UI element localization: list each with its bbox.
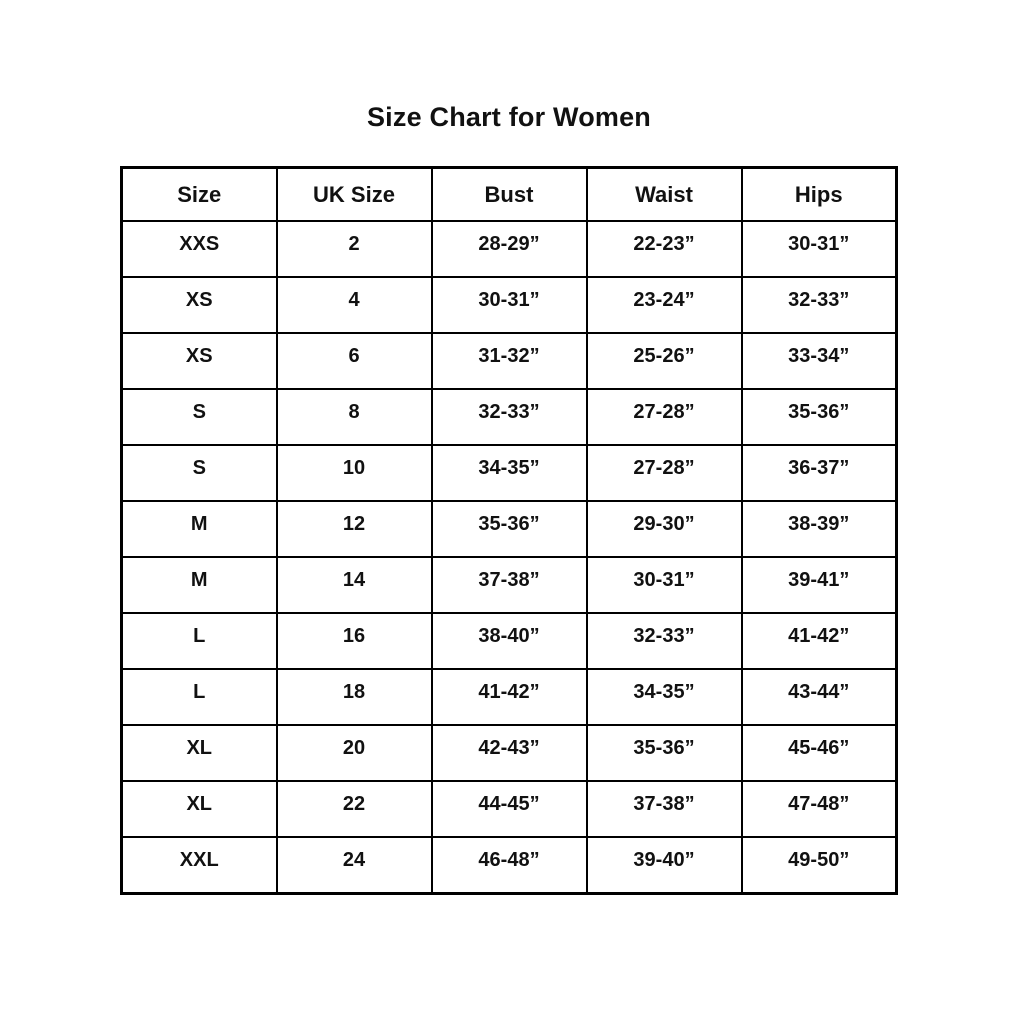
table-cell: 36-37”: [742, 445, 897, 501]
page-title: Size Chart for Women: [366, 102, 652, 132]
table-cell: 38-40”: [432, 613, 587, 669]
table-row: [122, 389, 897, 445]
table-cell: S: [122, 389, 277, 445]
table-row: [122, 333, 897, 389]
column-header-waist: Waist: [587, 168, 742, 222]
table-cell: 35-36”: [742, 389, 897, 445]
table-cell: 22: [277, 781, 432, 837]
table-cell: 39-41”: [742, 557, 897, 613]
table-row: [122, 725, 897, 781]
table-cell: 42-43”: [432, 725, 587, 781]
table-cell: 22-23”: [587, 221, 742, 277]
table-cell: 34-35”: [432, 445, 587, 501]
table-cell: XXL: [122, 837, 277, 894]
table-cell: 14: [277, 557, 432, 613]
table-cell: 6: [277, 333, 432, 389]
table-header: [122, 168, 897, 222]
table-cell: 10: [277, 445, 432, 501]
table-cell: XL: [122, 725, 277, 781]
column-header-bust: Bust: [432, 168, 587, 222]
table-cell: 38-39”: [742, 501, 897, 557]
table-cell: 43-44”: [742, 669, 897, 725]
table-cell: 32-33”: [587, 613, 742, 669]
table-cell: L: [122, 613, 277, 669]
table-row: [122, 837, 897, 894]
table-cell: 4: [277, 277, 432, 333]
header-row: [122, 168, 897, 222]
table-cell: 32-33”: [432, 389, 587, 445]
column-header-size: Size: [122, 168, 277, 222]
table-cell: 46-48”: [432, 837, 587, 894]
column-header-hips: Hips: [742, 168, 897, 222]
table-row: [122, 501, 897, 557]
table-cell: XS: [122, 277, 277, 333]
table-cell: 8: [277, 389, 432, 445]
table-row: [122, 669, 897, 725]
table-cell: 23-24”: [587, 277, 742, 333]
table-cell: 16: [277, 613, 432, 669]
table-cell: 20: [277, 725, 432, 781]
table-cell: 18: [277, 669, 432, 725]
table-cell: 30-31”: [742, 221, 897, 277]
table-row: [122, 445, 897, 501]
table-cell: 12: [277, 501, 432, 557]
table-cell: 37-38”: [432, 557, 587, 613]
table-row: [122, 613, 897, 669]
table-cell: 30-31”: [587, 557, 742, 613]
table-cell: L: [122, 669, 277, 725]
table-cell: 27-28”: [587, 445, 742, 501]
table-row: [122, 221, 897, 277]
column-header-uk-size: UK Size: [277, 168, 432, 222]
table-cell: 49-50”: [742, 837, 897, 894]
table-cell: 33-34”: [742, 333, 897, 389]
table-row: [122, 277, 897, 333]
table-cell: 31-32”: [432, 333, 587, 389]
table-body: [122, 221, 897, 894]
table-row: [122, 557, 897, 613]
table-cell: XL: [122, 781, 277, 837]
table-cell: XXS: [122, 221, 277, 277]
table-cell: 34-35”: [587, 669, 742, 725]
table-cell: 35-36”: [432, 501, 587, 557]
table-cell: 2: [277, 221, 432, 277]
table-cell: 39-40”: [587, 837, 742, 894]
table-cell: 45-46”: [742, 725, 897, 781]
table-cell: M: [122, 501, 277, 557]
table-cell: 41-42”: [432, 669, 587, 725]
table-cell: 29-30”: [587, 501, 742, 557]
table-cell: 37-38”: [587, 781, 742, 837]
table-row: [122, 781, 897, 837]
table-cell: S: [122, 445, 277, 501]
table-cell: 30-31”: [432, 277, 587, 333]
table-cell: 47-48”: [742, 781, 897, 837]
table-cell: 24: [277, 837, 432, 894]
table-cell: 25-26”: [587, 333, 742, 389]
table-cell: 27-28”: [587, 389, 742, 445]
table-cell: 32-33”: [742, 277, 897, 333]
table-cell: 28-29”: [432, 221, 587, 277]
table-cell: XS: [122, 333, 277, 389]
table-cell: 41-42”: [742, 613, 897, 669]
size-chart-table: [120, 166, 898, 895]
table-cell: 35-36”: [587, 725, 742, 781]
table-cell: 44-45”: [432, 781, 587, 837]
table-cell: M: [122, 557, 277, 613]
